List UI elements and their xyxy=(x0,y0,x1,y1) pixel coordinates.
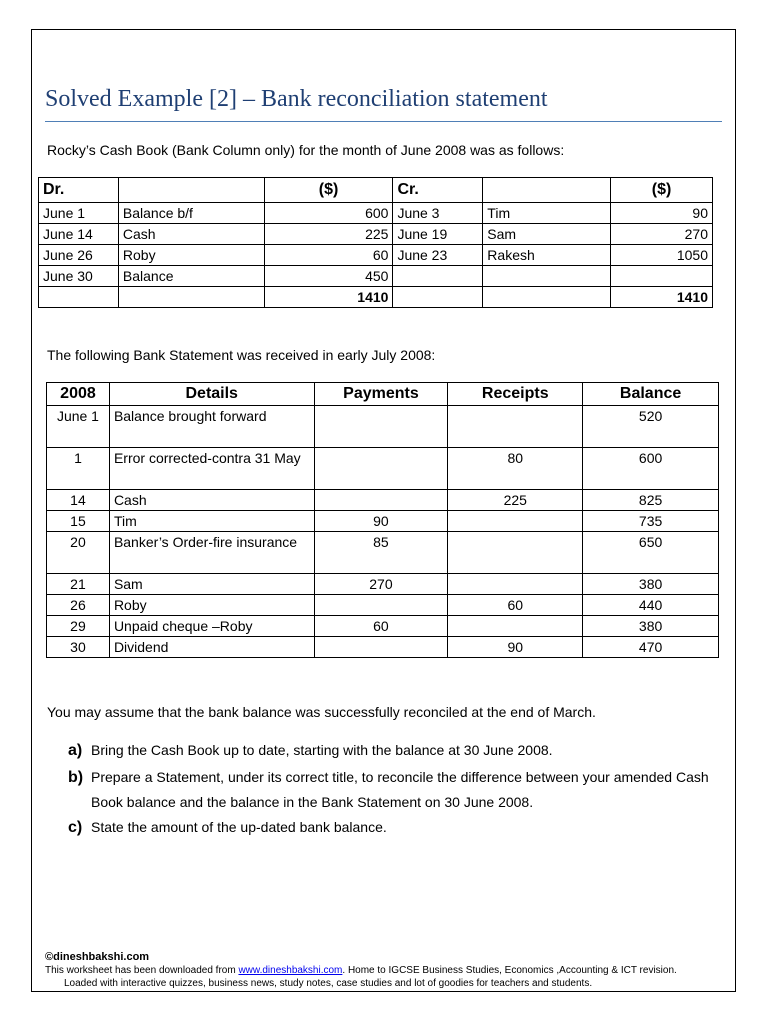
footer-copyright: ©dineshbakshi.com xyxy=(45,951,150,963)
table-cell xyxy=(448,574,583,595)
table-cell: 225 xyxy=(264,224,393,245)
table-cell xyxy=(314,637,448,658)
question-label: c) xyxy=(68,819,83,836)
table-cell xyxy=(448,511,583,532)
table-cell xyxy=(611,266,713,287)
table-cell: June 14 xyxy=(39,224,119,245)
website-link[interactable]: www.dineshbakshi.com xyxy=(238,965,343,976)
question-c xyxy=(68,815,728,840)
table-row xyxy=(47,448,719,490)
table-cell: Cash xyxy=(118,224,264,245)
table-cell: Cash xyxy=(109,490,314,511)
table-cell: June 26 xyxy=(39,245,119,266)
table-cell: 30 xyxy=(47,637,110,658)
table-cell: June 3 xyxy=(393,203,483,224)
table-cell: Banker’s Order-fire insurance xyxy=(109,532,314,574)
dr-details-header xyxy=(118,178,264,203)
table-cell: June 30 xyxy=(39,266,119,287)
receipts-header: Receipts xyxy=(448,383,583,406)
table-cell: Tim xyxy=(109,511,314,532)
table-cell: 20 xyxy=(47,532,110,574)
table-cell: Sam xyxy=(483,224,611,245)
question-label: a) xyxy=(68,742,83,759)
table-row xyxy=(47,532,719,574)
table-cell: Rakesh xyxy=(483,245,611,266)
table-cell: 1050 xyxy=(611,245,713,266)
table-cell: Balance brought forward xyxy=(109,406,314,448)
table-cell xyxy=(118,287,264,308)
table-cell: June 19 xyxy=(393,224,483,245)
table-cell xyxy=(314,406,448,448)
cr-details-header xyxy=(483,178,611,203)
table-cell: 380 xyxy=(583,574,719,595)
question-text: State the amount of the up-dated bank balance. xyxy=(91,819,387,835)
table-cell: Balance xyxy=(118,266,264,287)
details-header: Details xyxy=(109,383,314,406)
table-row xyxy=(47,637,719,658)
table-row xyxy=(47,490,719,511)
footer-text: This worksheet has been downloaded from xyxy=(45,965,239,976)
dr-amount-header: ($) xyxy=(264,178,393,203)
table-row xyxy=(39,203,713,224)
table-cell xyxy=(483,266,611,287)
footer-line-1 xyxy=(45,965,677,976)
footer-line-2: Loaded with interactive quizzes, business news, study notes, case studies and lot of goodies for teachers and students. xyxy=(64,978,593,989)
table-cell: Error corrected-contra 31 May xyxy=(109,448,314,490)
table-cell xyxy=(448,532,583,574)
table-cell: June 23 xyxy=(393,245,483,266)
table-cell: 29 xyxy=(47,616,110,637)
question-a xyxy=(68,738,728,763)
table-cell: 90 xyxy=(611,203,713,224)
cr-header: Cr. xyxy=(393,178,483,203)
dr-header: Dr. xyxy=(39,178,119,203)
table-cell: 440 xyxy=(583,595,719,616)
cr-amount-header: ($) xyxy=(611,178,713,203)
cash-book-intro: Rocky’s Cash Book (Bank Column only) for the month of June 2008 was as follows: xyxy=(47,142,565,158)
payments-header: Payments xyxy=(314,383,448,406)
table-cell: 270 xyxy=(611,224,713,245)
title-underline xyxy=(45,121,722,122)
table-row xyxy=(39,266,713,287)
table-cell xyxy=(314,490,448,511)
table-row xyxy=(39,224,713,245)
dr-total: 1410 xyxy=(264,287,393,308)
table-row xyxy=(47,511,719,532)
question-b xyxy=(68,765,731,814)
question-label: b) xyxy=(68,769,84,786)
cash-book-header xyxy=(39,178,713,203)
footer-text: . Home to IGCSE Business Studies, Economics ,Accounting & ICT revision. xyxy=(342,965,677,976)
table-cell: 60 xyxy=(264,245,393,266)
table-cell xyxy=(448,616,583,637)
cash-book-table xyxy=(38,177,713,308)
table-cell: 80 xyxy=(448,448,583,490)
bank-statement-header xyxy=(47,383,719,406)
table-cell: 270 xyxy=(314,574,448,595)
table-cell: Tim xyxy=(483,203,611,224)
table-cell: 26 xyxy=(47,595,110,616)
table-row xyxy=(47,406,719,448)
table-cell: Unpaid cheque –Roby xyxy=(109,616,314,637)
balance-header: Balance xyxy=(583,383,719,406)
page-title: Solved Example [2] – Bank reconciliation statement xyxy=(45,86,548,112)
table-cell: 1 xyxy=(47,448,110,490)
table-cell xyxy=(314,595,448,616)
table-cell xyxy=(39,287,119,308)
table-cell: Sam xyxy=(109,574,314,595)
table-cell: June 1 xyxy=(39,203,119,224)
question-text: Prepare a Statement, under its correct title, to reconcile the difference between your amended Cash Book balance and the balance in the Bank Statement on 30 June 2008. xyxy=(91,769,709,810)
table-row xyxy=(47,616,719,637)
table-cell: 600 xyxy=(264,203,393,224)
cr-total: 1410 xyxy=(611,287,713,308)
table-cell: 21 xyxy=(47,574,110,595)
table-cell: 60 xyxy=(448,595,583,616)
table-cell xyxy=(314,448,448,490)
totals-row xyxy=(39,287,713,308)
table-cell xyxy=(483,287,611,308)
assumption-text: You may assume that the bank balance was successfully reconciled at the end of March. xyxy=(47,704,596,720)
table-cell xyxy=(448,406,583,448)
table-cell: Roby xyxy=(109,595,314,616)
table-cell: 600 xyxy=(583,448,719,490)
table-cell: 15 xyxy=(47,511,110,532)
table-cell: 225 xyxy=(448,490,583,511)
table-cell: 85 xyxy=(314,532,448,574)
table-cell: 90 xyxy=(314,511,448,532)
table-cell: 14 xyxy=(47,490,110,511)
table-row xyxy=(47,595,719,616)
table-cell: 825 xyxy=(583,490,719,511)
table-cell: 470 xyxy=(583,637,719,658)
table-cell: 450 xyxy=(264,266,393,287)
table-cell: 735 xyxy=(583,511,719,532)
table-cell: Roby xyxy=(118,245,264,266)
table-row xyxy=(39,245,713,266)
table-cell: 520 xyxy=(583,406,719,448)
question-text: Bring the Cash Book up to date, starting with the balance at 30 June 2008. xyxy=(91,742,553,758)
bank-statement-table xyxy=(46,382,719,658)
table-cell: 90 xyxy=(448,637,583,658)
table-cell: 60 xyxy=(314,616,448,637)
table-cell: Balance b/f xyxy=(118,203,264,224)
table-cell: Dividend xyxy=(109,637,314,658)
table-cell xyxy=(393,266,483,287)
table-row xyxy=(47,574,719,595)
bank-statement-intro: The following Bank Statement was received in early July 2008: xyxy=(47,347,436,363)
table-cell: 650 xyxy=(583,532,719,574)
table-cell: June 1 xyxy=(47,406,110,448)
year-header: 2008 xyxy=(47,383,110,406)
table-cell xyxy=(393,287,483,308)
table-cell: 380 xyxy=(583,616,719,637)
